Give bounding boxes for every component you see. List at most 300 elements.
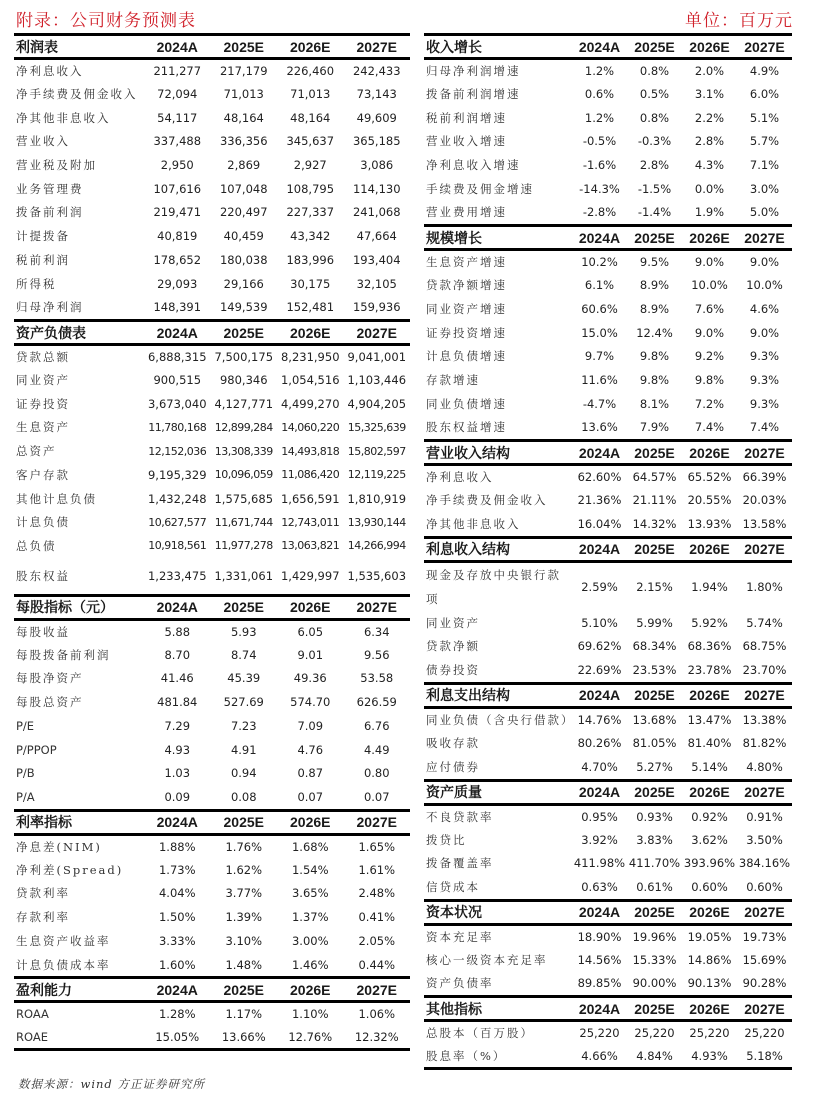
table-row bbox=[424, 297, 792, 321]
cell-value: 7.1% bbox=[749, 158, 780, 173]
cell-value: 68.34% bbox=[632, 639, 677, 654]
cell-value: 3.10% bbox=[225, 933, 263, 948]
cell-value: 337,488 bbox=[153, 134, 202, 149]
year-header: 2025E bbox=[627, 780, 682, 804]
cell-value: 2.8% bbox=[694, 134, 725, 149]
cell-value: 0.87 bbox=[297, 766, 324, 781]
cell-value: 12,899,284 bbox=[214, 420, 273, 434]
year-header: 2027E bbox=[344, 595, 411, 619]
year-header: 2025E bbox=[211, 321, 278, 345]
cell-value: 90.00% bbox=[632, 976, 677, 991]
table-row bbox=[14, 295, 410, 319]
cell-value: 7.4% bbox=[694, 420, 725, 435]
cell-value: 1,432,248 bbox=[147, 491, 207, 506]
section-title: 利润表 bbox=[14, 35, 144, 59]
cell-value: 9.3% bbox=[749, 349, 780, 364]
cell-value: 5.1% bbox=[749, 110, 780, 125]
cell-value: 12.4% bbox=[636, 325, 673, 340]
table-row bbox=[424, 465, 792, 489]
cell-value: 7,500,175 bbox=[214, 350, 274, 365]
cell-value: 10,918,561 bbox=[148, 539, 207, 553]
cell-value: 4.04% bbox=[158, 886, 196, 901]
row-label: 营业税及附加 bbox=[16, 158, 97, 173]
row-label: 税前利润增速 bbox=[426, 110, 507, 125]
cell-value: 0.94 bbox=[230, 766, 257, 781]
row-label: 生息资产 bbox=[16, 420, 70, 435]
row-label: 生息资产增速 bbox=[426, 255, 507, 270]
year-header: 2024A bbox=[572, 226, 627, 250]
cell-value: 10.2% bbox=[581, 255, 618, 270]
row-label: P/A bbox=[16, 789, 35, 804]
cell-value: 1,429,997 bbox=[280, 568, 340, 583]
cell-value: 18.90% bbox=[577, 929, 622, 944]
cell-value: 107,048 bbox=[219, 181, 268, 196]
cell-value: 0.92% bbox=[691, 809, 728, 824]
cell-value: 19.73% bbox=[742, 929, 787, 944]
table-row bbox=[14, 882, 410, 906]
cell-value: 211,277 bbox=[153, 64, 202, 79]
row-label: 现金及存放中央银行款项 bbox=[426, 567, 561, 606]
cell-value: 9.0% bbox=[694, 325, 725, 340]
table-capital bbox=[424, 899, 792, 996]
table-row bbox=[14, 1026, 410, 1050]
table-row bbox=[14, 534, 410, 558]
cell-value: 9.3% bbox=[749, 373, 780, 388]
row-label: P/E bbox=[16, 718, 35, 733]
table-row bbox=[424, 416, 792, 440]
table-row bbox=[424, 851, 792, 875]
row-label: 业务管理费 bbox=[16, 181, 84, 196]
row-label: 每股净资产 bbox=[16, 671, 84, 686]
cell-value: 12,743,011 bbox=[281, 515, 340, 529]
table-row bbox=[14, 905, 410, 929]
cell-value: 9,041,001 bbox=[347, 350, 407, 365]
table-row bbox=[424, 321, 792, 345]
cell-value: 9.3% bbox=[749, 396, 780, 411]
cell-value: 20.55% bbox=[687, 493, 732, 508]
cell-value: 5.93 bbox=[230, 624, 257, 639]
table-row bbox=[14, 345, 410, 369]
cell-value: 9.0% bbox=[694, 255, 725, 270]
year-header: 2025E bbox=[627, 537, 682, 561]
cell-value: 8,231,950 bbox=[280, 350, 340, 365]
section-header-row bbox=[424, 537, 792, 561]
cell-value: 178,652 bbox=[153, 252, 202, 267]
year-header: 2024A bbox=[572, 35, 627, 59]
year-header: 2024A bbox=[572, 780, 627, 804]
cell-value: 8.9% bbox=[639, 302, 670, 317]
row-label: 客户存款 bbox=[16, 467, 70, 482]
cell-value: 1,810,919 bbox=[347, 491, 407, 506]
cell-value: 81.05% bbox=[632, 735, 677, 750]
table-row bbox=[424, 392, 792, 416]
cell-value: 149,539 bbox=[219, 300, 268, 315]
cell-value: 0.09 bbox=[164, 789, 191, 804]
section-header-row bbox=[14, 35, 410, 59]
table-row bbox=[14, 929, 410, 953]
cell-value: 3.92% bbox=[581, 832, 618, 847]
table-asset-quality bbox=[424, 779, 792, 899]
row-label: 吸收存款 bbox=[426, 735, 480, 750]
cell-value: 0.5% bbox=[639, 87, 670, 102]
cell-value: 15,325,639 bbox=[347, 420, 406, 434]
cell-value: 25,220 bbox=[579, 1026, 620, 1041]
cell-value: 365,185 bbox=[352, 134, 401, 149]
year-header: 2027E bbox=[737, 900, 792, 924]
cell-value: 13.93% bbox=[687, 517, 732, 532]
section-title: 资本状况 bbox=[424, 900, 572, 924]
section-header-row bbox=[424, 35, 792, 59]
table-row bbox=[14, 272, 410, 296]
cell-value: 7.29 bbox=[164, 718, 191, 733]
year-header: 2024A bbox=[144, 810, 211, 834]
cell-value: -1.4% bbox=[637, 205, 672, 220]
table-row bbox=[424, 512, 792, 536]
row-label: 资产负债率 bbox=[426, 976, 494, 991]
cell-value: 12,152,036 bbox=[148, 444, 207, 458]
row-label: 拨贷比 bbox=[426, 832, 467, 847]
cell-value: 15.69% bbox=[742, 952, 787, 967]
cell-value: 64.57% bbox=[632, 470, 677, 485]
cell-value: 81.82% bbox=[742, 735, 787, 750]
year-header: 2024A bbox=[144, 321, 211, 345]
cell-value: 980,346 bbox=[219, 373, 268, 388]
cell-value: 10.0% bbox=[691, 278, 728, 293]
cell-value: 5.10% bbox=[581, 615, 618, 630]
year-header: 2025E bbox=[211, 595, 278, 619]
cell-value: 6.0% bbox=[749, 87, 780, 102]
cell-value: 25,220 bbox=[634, 1026, 675, 1041]
cell-value: 1.28% bbox=[158, 1007, 196, 1022]
table-row bbox=[424, 489, 792, 513]
row-label: 净利差(Spread) bbox=[16, 862, 124, 877]
table-per-share bbox=[14, 594, 410, 809]
table-row bbox=[14, 834, 410, 858]
year-header: 2024A bbox=[144, 978, 211, 1002]
cell-value: 0.8% bbox=[639, 110, 670, 125]
cell-value: 14.86% bbox=[687, 952, 732, 967]
cell-value: 107,616 bbox=[153, 181, 202, 196]
cell-value: 49.36 bbox=[293, 671, 327, 686]
cell-value: 15.05% bbox=[144, 1026, 211, 1050]
table-row bbox=[424, 611, 792, 635]
table-row bbox=[424, 731, 792, 755]
cell-value: 183,996 bbox=[286, 252, 335, 267]
table-row bbox=[14, 439, 410, 463]
row-label: 同业资产 bbox=[426, 615, 480, 630]
cell-value: 0.41% bbox=[358, 910, 396, 925]
cell-value: 13.6% bbox=[581, 420, 618, 435]
cell-value: 1.73% bbox=[158, 862, 196, 877]
cell-value: 5.0% bbox=[749, 205, 780, 220]
cell-value: 6.05 bbox=[297, 624, 324, 639]
cell-value: 6.1% bbox=[584, 278, 615, 293]
cell-value: 2,869 bbox=[227, 158, 261, 173]
cell-value: 60.6% bbox=[581, 302, 618, 317]
row-label: 拨备前利润增速 bbox=[426, 87, 521, 102]
cell-value: 21.36% bbox=[577, 493, 622, 508]
cell-value: 65.52% bbox=[687, 470, 732, 485]
cell-value: 4.9% bbox=[749, 64, 780, 79]
cell-value: 4.91 bbox=[230, 742, 257, 757]
year-header: 2027E bbox=[737, 441, 792, 465]
table-row bbox=[424, 59, 792, 83]
cell-value: 8.1% bbox=[639, 396, 670, 411]
row-label: 同业资产增速 bbox=[426, 302, 507, 317]
cell-value: 180,038 bbox=[219, 252, 268, 267]
table-row bbox=[424, 153, 792, 177]
table-row bbox=[424, 1045, 792, 1069]
cell-value: 393.96% bbox=[683, 856, 736, 871]
cell-value: 8.74 bbox=[230, 647, 257, 662]
cell-value: 1.9% bbox=[694, 205, 725, 220]
cell-value: 8.9% bbox=[639, 278, 670, 293]
cell-value: 3.00% bbox=[291, 933, 329, 948]
cell-value: 10,627,577 bbox=[148, 515, 207, 529]
row-label: 总股本（百万股） bbox=[426, 1026, 534, 1041]
page-title: 附录：公司财务预测表 bbox=[16, 11, 196, 31]
cell-value: 2.2% bbox=[694, 110, 725, 125]
section-header-row bbox=[424, 997, 792, 1021]
cell-value: 13,308,339 bbox=[214, 444, 273, 458]
section-header-row bbox=[424, 900, 792, 924]
year-header: 2026E bbox=[682, 35, 737, 59]
table-row bbox=[14, 130, 410, 154]
row-label: 总负债 bbox=[16, 538, 57, 553]
table-row bbox=[424, 561, 792, 611]
cell-value: 1.65% bbox=[358, 839, 396, 854]
cell-value: 1.80% bbox=[746, 579, 783, 594]
cell-value: 0.07 bbox=[363, 789, 390, 804]
row-label: 其他计息负债 bbox=[16, 491, 97, 506]
table-row bbox=[424, 924, 792, 948]
cell-value: 626.59 bbox=[356, 695, 397, 710]
cell-value: 574.70 bbox=[290, 695, 331, 710]
cell-value: 66.39% bbox=[742, 470, 787, 485]
cell-value: 1.2% bbox=[584, 110, 615, 125]
row-label: 生息资产收益率 bbox=[16, 933, 111, 948]
cell-value: 3.62% bbox=[691, 832, 728, 847]
cell-value: 73,143 bbox=[356, 87, 397, 102]
table-row bbox=[14, 368, 410, 392]
table-row bbox=[424, 201, 792, 225]
cell-value: 30,175 bbox=[290, 276, 331, 291]
row-label: 同业负债（含央行借款） bbox=[426, 713, 575, 728]
row-label: P/B bbox=[16, 766, 35, 781]
year-header: 2025E bbox=[211, 35, 278, 59]
row-label: 每股拨备前利润 bbox=[16, 647, 111, 662]
cell-value: 13.47% bbox=[687, 713, 732, 728]
row-label: 证券投资 bbox=[16, 396, 70, 411]
cell-value: 72,094 bbox=[157, 87, 198, 102]
cell-value: 15.33% bbox=[632, 952, 677, 967]
year-header: 2026E bbox=[682, 537, 737, 561]
cell-value: 9.8% bbox=[639, 349, 670, 364]
cell-value: 23.53% bbox=[632, 663, 677, 678]
cell-value: 7.23 bbox=[230, 718, 257, 733]
cell-value: 5.14% bbox=[691, 759, 728, 774]
table-row bbox=[14, 510, 410, 534]
row-label: 拨备覆盖率 bbox=[426, 856, 494, 871]
row-label: 同业资产 bbox=[16, 373, 70, 388]
cell-value: -1.6% bbox=[582, 158, 617, 173]
row-label: 税前利润 bbox=[16, 252, 70, 267]
cell-value: 71,013 bbox=[223, 87, 264, 102]
year-header: 2025E bbox=[627, 997, 682, 1021]
row-label: 同业负债增速 bbox=[426, 396, 507, 411]
cell-value: 1,054,516 bbox=[280, 373, 340, 388]
cell-value: -4.7% bbox=[582, 396, 617, 411]
cell-value: 7.09 bbox=[297, 718, 324, 733]
cell-value: 11.6% bbox=[581, 373, 618, 388]
cell-value: 89.85% bbox=[577, 976, 622, 991]
cell-value: 1.54% bbox=[291, 862, 329, 877]
section-title: 利息收入结构 bbox=[424, 537, 572, 561]
table-row bbox=[14, 153, 410, 177]
cell-value: 2.8% bbox=[639, 158, 670, 173]
cell-value: 25,220 bbox=[744, 1026, 785, 1041]
cell-value: 5.99% bbox=[636, 615, 673, 630]
cell-value: 40,819 bbox=[157, 229, 198, 244]
data-source-note: 数据来源：wind 方正证券研究所 bbox=[18, 1077, 205, 1091]
section-title: 利息支出结构 bbox=[424, 683, 572, 707]
row-label: 净利息收入增速 bbox=[426, 158, 521, 173]
year-header: 2027E bbox=[737, 226, 792, 250]
table-row bbox=[14, 667, 410, 691]
cell-value: 1,535,603 bbox=[347, 568, 407, 583]
cell-value: 3.0% bbox=[749, 181, 780, 196]
cell-value: 2.15% bbox=[636, 579, 673, 594]
row-label: 净息差(NIM) bbox=[16, 839, 102, 854]
table-row bbox=[424, 250, 792, 274]
cell-value: 2,950 bbox=[160, 158, 194, 173]
cell-value: 2.59% bbox=[581, 579, 618, 594]
row-label: ROAE bbox=[14, 1026, 144, 1050]
row-label: 净利息收入 bbox=[16, 64, 84, 79]
cell-value: 1,575,685 bbox=[214, 491, 274, 506]
cell-value: 219,471 bbox=[153, 205, 202, 220]
cell-value: 12,119,225 bbox=[347, 468, 406, 482]
row-label: 净其他非息收入 bbox=[16, 110, 111, 125]
table-row bbox=[424, 130, 792, 154]
row-label: 营业收入 bbox=[16, 134, 70, 149]
cell-value: 14,493,818 bbox=[281, 444, 340, 458]
cell-value: 13.66% bbox=[211, 1026, 278, 1050]
cell-value: 3.50% bbox=[746, 832, 783, 847]
section-header-row bbox=[14, 595, 410, 619]
cell-value: 20.03% bbox=[742, 493, 787, 508]
year-header: 2026E bbox=[277, 810, 344, 834]
cell-value: 3.1% bbox=[694, 87, 725, 102]
year-header: 2024A bbox=[572, 683, 627, 707]
row-label: 信贷成本 bbox=[426, 879, 480, 894]
year-header: 2025E bbox=[627, 900, 682, 924]
year-header: 2024A bbox=[572, 441, 627, 465]
row-label: 证券投资增速 bbox=[426, 325, 507, 340]
row-label: 所得税 bbox=[16, 276, 57, 291]
row-label: 归母净利润 bbox=[16, 300, 84, 315]
cell-value: 14,266,994 bbox=[347, 539, 406, 553]
row-label: 不良贷款率 bbox=[426, 809, 494, 824]
section-title: 盈利能力 bbox=[14, 978, 144, 1002]
cell-value: 19.05% bbox=[687, 929, 732, 944]
cell-value: 14.76% bbox=[577, 713, 622, 728]
year-header: 2025E bbox=[211, 810, 278, 834]
table-row bbox=[14, 82, 410, 106]
cell-value: 193,404 bbox=[352, 252, 401, 267]
cell-value: -1.5% bbox=[637, 181, 672, 196]
table-row bbox=[424, 948, 792, 972]
cell-value: 9.8% bbox=[694, 373, 725, 388]
year-header: 2027E bbox=[344, 810, 411, 834]
cell-value: 4.6% bbox=[749, 302, 780, 317]
cell-value: 13.38% bbox=[742, 713, 787, 728]
row-label: 贷款净额 bbox=[426, 639, 480, 654]
cell-value: 1.61% bbox=[358, 862, 396, 877]
cell-value: 4.84% bbox=[627, 1045, 682, 1069]
row-label: 净其他非息收入 bbox=[426, 517, 521, 532]
cell-value: 1.39% bbox=[225, 910, 263, 925]
cell-value: 25,220 bbox=[689, 1026, 730, 1041]
year-header: 2024A bbox=[572, 997, 627, 1021]
cell-value: 3.83% bbox=[636, 832, 673, 847]
cell-value: 9,195,329 bbox=[147, 467, 207, 482]
row-label: 拨备前利润 bbox=[16, 205, 84, 220]
year-header: 2026E bbox=[682, 226, 737, 250]
cell-value: 0.8% bbox=[639, 64, 670, 79]
row-label: P/PPOP bbox=[16, 742, 57, 757]
cell-value: 13,063,821 bbox=[281, 539, 340, 553]
cell-value: 9.0% bbox=[749, 255, 780, 270]
row-label: 计息负债增速 bbox=[426, 349, 507, 364]
section-header-row bbox=[14, 978, 410, 1002]
table-row bbox=[424, 828, 792, 852]
table-row bbox=[424, 635, 792, 659]
section-title: 资产负债表 bbox=[14, 321, 144, 345]
table-row bbox=[424, 972, 792, 996]
cell-value: 9.01 bbox=[297, 647, 324, 662]
cell-value: 14,060,220 bbox=[281, 420, 340, 434]
cell-value: 3.77% bbox=[225, 886, 263, 901]
section-header-row bbox=[424, 780, 792, 804]
table-scale-growth bbox=[424, 224, 792, 439]
cell-value: 12.32% bbox=[344, 1026, 411, 1050]
cell-value: 4.49 bbox=[363, 742, 390, 757]
cell-value: 345,637 bbox=[286, 134, 335, 149]
cell-value: 2.48% bbox=[358, 886, 396, 901]
row-label: 营业费用增速 bbox=[426, 205, 507, 220]
cell-value: 19.96% bbox=[632, 929, 677, 944]
table-interest-expense-structure bbox=[424, 682, 792, 779]
cell-value: 1.88% bbox=[158, 839, 196, 854]
cell-value: 90.28% bbox=[742, 976, 787, 991]
table-row bbox=[14, 761, 410, 785]
year-header: 2027E bbox=[344, 978, 411, 1002]
table-row bbox=[14, 738, 410, 762]
table-row bbox=[424, 804, 792, 828]
cell-value: 9.7% bbox=[584, 349, 615, 364]
cell-value: 9.8% bbox=[639, 373, 670, 388]
cell-value: 32,105 bbox=[356, 276, 397, 291]
cell-value: 5.92% bbox=[691, 615, 728, 630]
cell-value: 16.04% bbox=[577, 517, 622, 532]
cell-value: 5.74% bbox=[746, 615, 783, 630]
year-header: 2025E bbox=[627, 35, 682, 59]
cell-value: 4.3% bbox=[694, 158, 725, 173]
table-row bbox=[14, 106, 410, 130]
table-income bbox=[14, 33, 410, 319]
table-profitability bbox=[14, 976, 410, 1050]
